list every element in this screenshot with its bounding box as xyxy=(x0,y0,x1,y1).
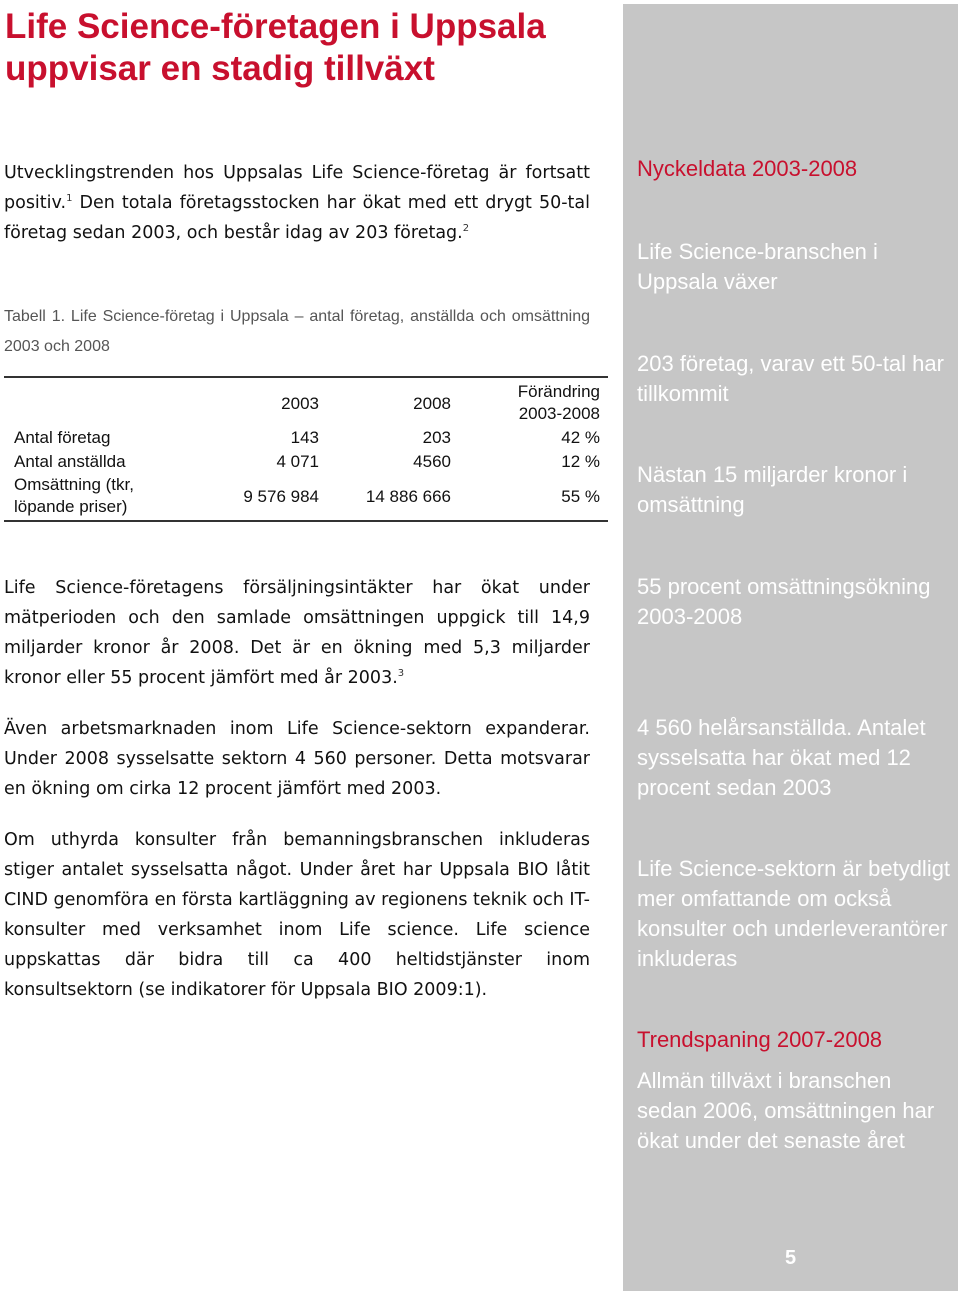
footnote-ref-1: 1 xyxy=(66,193,73,205)
table-header-row xyxy=(4,378,608,426)
sidebar-item: 55 procent omsättningsökning 2003-2008 xyxy=(637,574,931,629)
row-label: Antal företag xyxy=(14,428,111,447)
row-label-line1: Omsättning (tkr, xyxy=(14,475,134,494)
sidebar-heading-key-data: Nyckeldata 2003-2008 xyxy=(637,156,858,181)
page-number: 5 xyxy=(784,1247,797,1269)
cell-change: 12 % xyxy=(561,452,600,471)
sidebar-item: 203 företag, varav ett 50-tal har tillkommit xyxy=(637,351,944,406)
cell-change: 42 % xyxy=(561,428,600,447)
sidebar-heading-trend: Trendspaning 2007-2008 xyxy=(637,1027,883,1052)
body-paragraph-revenue xyxy=(4,573,590,693)
body-paragraph-consultants: Om uthyrda konsulter från bemanningsbranschen inkluderas stiger antalet sysselsatta något. Under året har Uppsala BIO låtit CIND genomföra en första kartläggning av regionens teknik och IT-konsulter med verksamhet inom Life science. Life science uppskattas där bidra till ca 400 heltidstjänster inom konsultsektorn (se indikatorer för Uppsala BIO 2009:1). xyxy=(4,830,590,1000)
table-row xyxy=(4,474,608,520)
header-2008: 2008 xyxy=(413,394,451,413)
footnote-ref-2: 2 xyxy=(462,223,470,235)
cell-2008: 4560 xyxy=(413,452,451,471)
sidebar-item: Life Science-sektorn är betydligt mer omfattande om också konsulter och underleverantörer inkluderas xyxy=(637,856,951,971)
cell-2003: 4 071 xyxy=(276,452,319,471)
cell-change: 55 % xyxy=(561,487,600,506)
footnote-ref-3: 3 xyxy=(397,668,405,680)
page-title: Life Science-företagen i Uppsala uppvisar en stadig tillväxt xyxy=(5,7,546,88)
header-change-line1: Förändring xyxy=(517,382,600,401)
sidebar-item: Life Science-branschen i Uppsala växer xyxy=(637,239,878,294)
intro-text-2: Den totala företagsstocken har ökat med ett drygt 50-tal företag sedan 2003, och består idag av 203 företag. xyxy=(4,193,590,243)
row-label xyxy=(14,474,134,518)
data-table xyxy=(4,376,608,522)
cell-2003: 143 xyxy=(290,428,319,447)
intro-text-1: Utvecklingstrenden hos Uppsalas Life Science-företag är fortsatt positiv. xyxy=(4,163,590,213)
table-row xyxy=(4,450,608,474)
header-change xyxy=(518,381,600,425)
row-label: Antal anställda xyxy=(14,452,126,471)
sidebar-item: Nästan 15 miljarder kronor i omsättning xyxy=(637,462,908,517)
cell-2003: 9 576 984 xyxy=(243,487,319,506)
table-caption: Tabell 1. Life Science-företag i Uppsala – antal företag, anställda och omsättning 2003 och 2008 xyxy=(4,308,590,355)
cell-2008: 14 886 666 xyxy=(365,487,451,506)
intro-paragraph xyxy=(4,158,590,248)
sidebar-item: Allmän tillväxt i branschen sedan 2006, omsättningen har ökat under det senaste året xyxy=(637,1068,935,1153)
cell-2008: 203 xyxy=(422,428,451,447)
body-text: Life Science-företagens försäljningsintäkter har ökat under mätperioden och den samlade omsättningen uppgick till 14,9 miljarder kronor år 2008. Det är en ökning med 5,3 miljarder kronor eller 55 procent jämfört med år 2003. xyxy=(4,578,590,688)
header-change-line2: 2003-2008 xyxy=(518,404,600,423)
key-data-sidebar xyxy=(623,4,958,1291)
body-paragraph-employment: Även arbetsmarknaden inom Life Science-sektorn expanderar. Under 2008 sysselsatte sektorn 4 560 personer. Detta motsvarar en ökning om cirka 12 procent jämfört med 2003. xyxy=(4,719,590,799)
row-label-line2: löpande priser) xyxy=(14,497,128,516)
sidebar-item: 4 560 helårsanställda. Antalet sysselsatta har ökat med 12 procent sedan 2003 xyxy=(637,715,926,800)
header-2003: 2003 xyxy=(281,394,319,413)
table-row xyxy=(4,426,608,450)
